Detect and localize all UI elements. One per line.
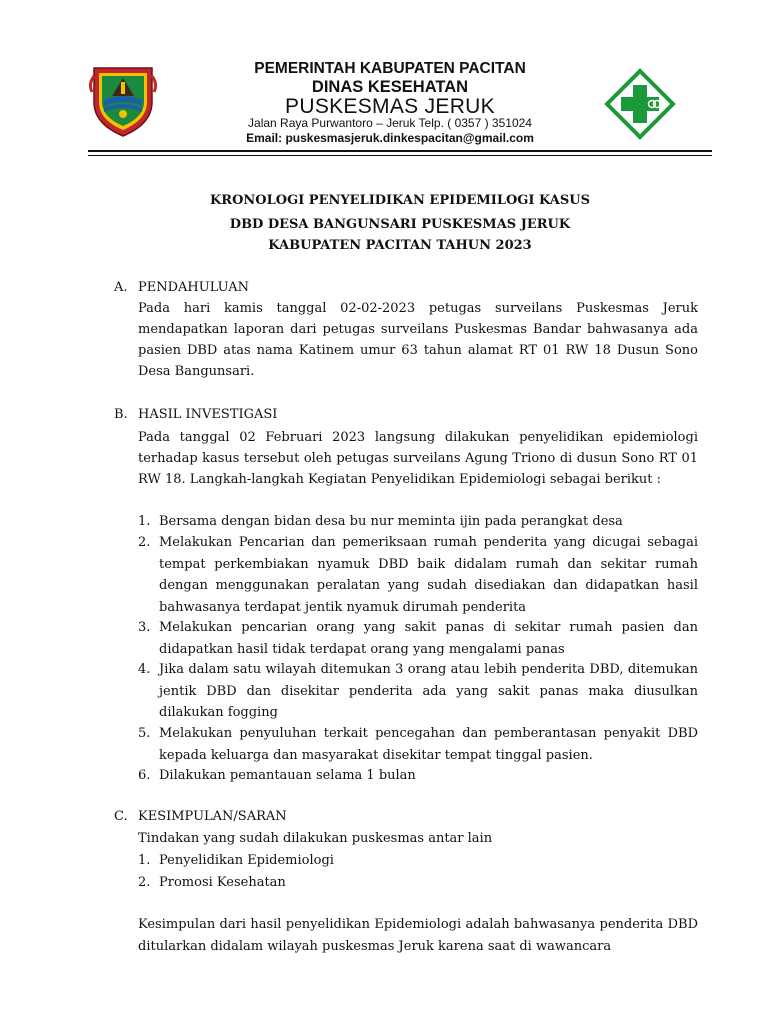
list-item-number: 1. [138,853,151,868]
list-item [138,617,698,660]
section-a-letter: A. [114,280,128,295]
list-item [138,874,698,892]
letterhead-address: Jalan Raya Purwantoro – Jeruk Telp. ( 0357 ) 351024 [248,116,532,130]
list-item-number: 3. [138,620,151,635]
list-item-number: 2. [138,875,151,890]
list-item-number: 2. [138,535,151,550]
list-item-text: Promosi Kesehatan [159,875,286,890]
letterhead-rule-thin [88,155,712,156]
letterhead-rule-thick [88,150,712,152]
list-item-text: Bersama dengan bidan desa bu nur meminta ijin pada perangkat desa [159,514,623,529]
list-item-number: 5. [138,726,151,741]
letterhead [0,0,768,160]
list-item-text: Melakukan Pencarian dan pemeriksaan rumah penderita yang dicugai sebagai tempat perkembiakan nyamuk DBD baik didalam rumah dan sekitar rumah dengan menggunakan peralatan yang sudah disediakan dan didapatkan hasil bahwasanya terdapat jentik nyamuk dirumah penderita [159,535,698,615]
document-title-line-2: DBD DESA BANGUNSARI PUSKESMAS JERUK [229,217,571,232]
section-a-heading [114,279,249,297]
list-item-number: 6. [138,768,151,783]
section-c-heading [114,808,287,826]
list-item-text: Dilakukan pemantauan selama 1 bulan [159,768,416,783]
document-title-line-1: KRONOLOGI PENYELIDIKAN EPIDEMILOGI KASUS [210,193,590,208]
puskesmas-logo-icon [604,68,676,140]
list-item-text: Penyelidikan Epidemiologi [159,853,334,868]
list-item [138,723,698,766]
list-item [138,852,698,870]
document-title-line-3: KABUPATEN PACITAN TAHUN 2023 [268,238,532,253]
section-b-heading [114,406,277,424]
list-item [138,765,698,787]
letterhead-institution: PUSKESMAS JERUK [285,95,495,118]
letterhead-email: Email: puskesmasjeruk.dinkespacitan@gmail.com [246,131,534,145]
section-a-paragraph: Pada hari kamis tanggal 02-02-2023 petugas surveilans Puskesmas Jeruk mendapatkan laporan dari petugas surveilans Puskesmas Bandar bahwasanya ada pasien DBD atas nama Katinem umur 63 tahun alamat RT 01 RW 18 Dusun Sono Desa Bangunsari. [138,301,698,379]
kabupaten-pacitan-emblem-icon [88,62,158,138]
list-item-number: 4. [138,662,151,677]
list-item [138,511,698,533]
list-item-text: Jika dalam satu wilayah ditemukan 3 orang atau lebih penderita DBD, ditemukan jentik DBD dan disekitar penderita ada yang sakit panas maka diusulkan dilakukan fogging [159,662,698,720]
section-c-letter: C. [114,809,128,824]
list-item-text: Melakukan pencarian orang yang sakit panas di sekitar rumah pasien dan didapatkan hasil tidak terdapat orang yang mengalami panas [159,620,698,657]
section-c-intro: Tindakan yang sudah dilakukan puskesmas antar lain [138,831,493,846]
letterhead-government: PEMERINTAH KABUPATEN PACITAN [254,60,526,77]
section-c-title: KESIMPULAN/SARAN [138,809,287,824]
section-a-title: PENDAHULUAN [138,280,249,295]
section-b-letter: B. [114,407,128,422]
section-c-conclusion: Kesimpulan dari hasil penyelidikan Epidemiologi adalah bahwasanya penderita DBD ditularkan didalam wilayah puskesmas Jeruk karena saat di wawancara [138,917,698,954]
list-item-number: 1. [138,514,151,529]
list-item [138,532,698,618]
section-b-intro: Pada tanggal 02 Februari 2023 langsung dilakukan penyelidikan epidemiologi terhadap kasus tersebut oleh petugas surveilans Agung Triono di dusun Sono RT 01 RW 18. Langkah-langkah Kegiatan Penyelidikan Epidemiologi sebagai berikut : [138,430,698,487]
letterhead-department: DINAS KESEHATAN [311,78,469,96]
list-item [138,659,698,724]
list-item-text: Melakukan penyuluhan terkait pencegahan dan pemberantasan penyakit DBD kepada keluarga dan masyarakat disekitar tempat tinggal pasien. [159,726,698,763]
section-b-title: HASIL INVESTIGASI [138,407,278,422]
